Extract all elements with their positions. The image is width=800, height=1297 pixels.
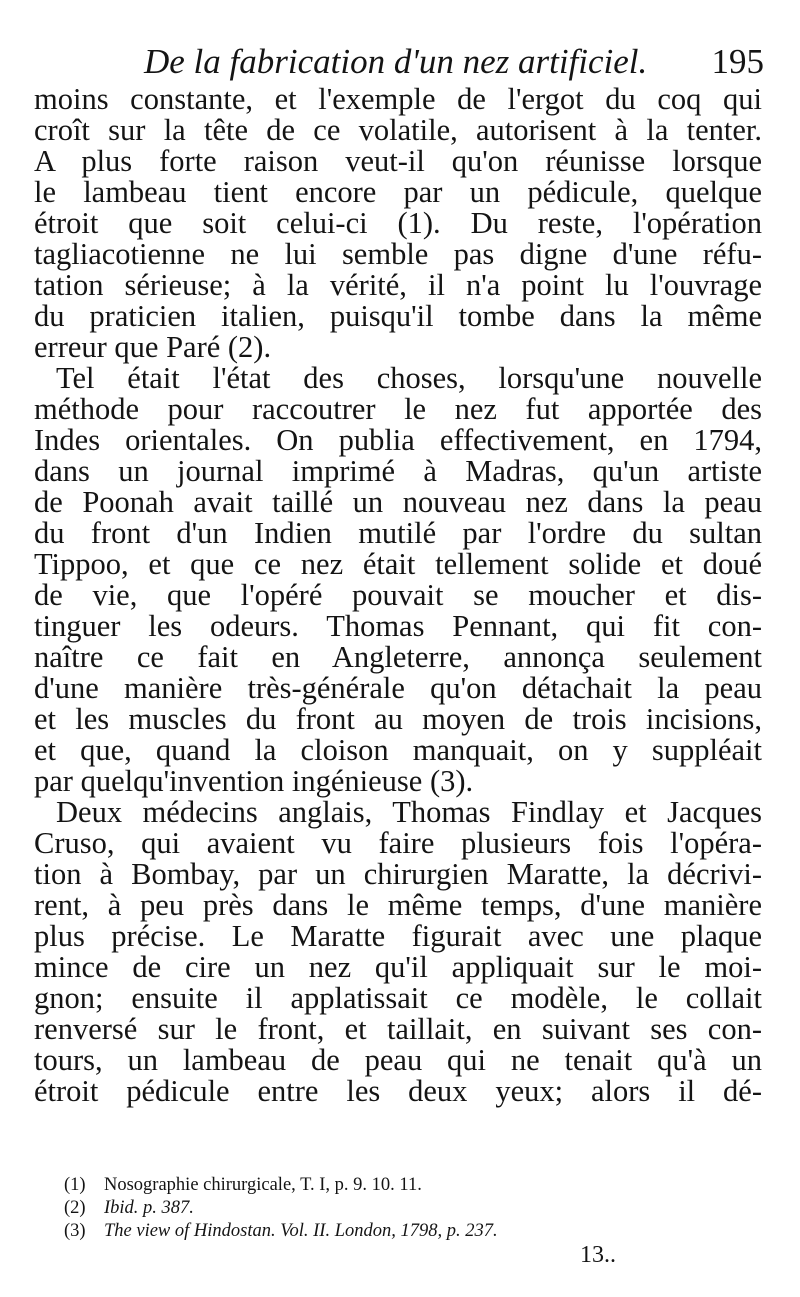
footnote-marker: (2) xyxy=(64,1198,86,1218)
text-line: de Poonah avait taillé un nouveau nez dans la peau xyxy=(34,485,762,519)
text-line: A plus forte raison veut-il qu'on réunisse lorsque xyxy=(34,144,762,178)
text-line: tagliacotienne ne lui semble pas digne d'une réfu- xyxy=(34,237,762,271)
text-line: de vie, que l'opéré pouvait se moucher et dis- xyxy=(34,578,762,612)
text-line: naître ce fait en Angleterre, annonça seulement xyxy=(34,640,762,674)
footnote-text: Nosographie chirurgicale, T. I, p. 9. 10. 11. xyxy=(104,1175,422,1195)
footnote-text: The view of Hindostan. Vol. II. London, 1798, p. 237. xyxy=(104,1221,498,1241)
body-text xyxy=(34,84,762,1107)
text-line: tinguer les odeurs. Thomas Pennant, qui fit con- xyxy=(34,609,762,643)
text-line: erreur que Paré (2). xyxy=(34,330,272,364)
footnotes xyxy=(64,1174,744,1243)
running-header xyxy=(0,36,800,88)
text-line: dans un journal imprimé à Madras, qu'un artiste xyxy=(34,454,762,488)
text-line: renversé sur le front, et taillait, en suivant ses con- xyxy=(34,1012,762,1046)
text-line: étroit que soit celui-ci (1). Du reste, l'opération xyxy=(34,206,762,240)
page-number: 195 xyxy=(711,42,764,81)
text-line: croît sur la tête de ce volatile, autorisent à la tenter. xyxy=(34,113,762,147)
text-line: méthode pour raccoutrer le nez fut apportée des xyxy=(34,392,762,426)
text-line: rent, à peu près dans le même temps, d'une manière xyxy=(34,888,762,922)
text-line: par quelqu'invention ingénieuse (3). xyxy=(34,764,474,798)
text-line: d'une manière très-générale qu'on détachait la peau xyxy=(34,671,762,705)
running-title: De la fabrication d'un nez artificiel. xyxy=(144,42,648,81)
signature-mark: 13.. xyxy=(580,1242,616,1268)
text-line: Deux médecins anglais, Thomas Findlay et Jacques xyxy=(56,795,762,829)
footnote-2 xyxy=(64,1197,744,1220)
footnote-3 xyxy=(64,1220,744,1243)
text-line: Tel était l'état des choses, lorsqu'une nouvelle xyxy=(56,361,762,395)
footnote-marker: (3) xyxy=(64,1221,86,1241)
text-line: et les muscles du front au moyen de trois incisions, xyxy=(34,702,762,736)
text-line: du front d'un Indien mutilé par l'ordre du sultan xyxy=(34,516,762,550)
text-line: et que, quand la cloison manquait, on y suppléait xyxy=(34,733,762,767)
text-line: le lambeau tient encore par un pédicule, quelque xyxy=(34,175,762,209)
text-line: tours, un lambeau de peau qui ne tenait qu'à un xyxy=(34,1043,762,1077)
text-line: Cruso, qui avaient vu faire plusieurs fois l'opéra- xyxy=(34,826,762,860)
text-line: Tippoo, et que ce nez était tellement solide et doué xyxy=(34,547,762,581)
text-line: gnon; ensuite il applatissait ce modèle, le collait xyxy=(34,981,762,1015)
text-line: tion à Bombay, par un chirurgien Maratte, la décrivi- xyxy=(34,857,762,891)
text-line: mince de cire un nez qu'il appliquait sur le moi- xyxy=(34,950,762,984)
text-line: étroit pédicule entre les deux yeux; alors il dé- xyxy=(34,1074,762,1108)
footnote-1 xyxy=(64,1174,744,1197)
text-line: plus précise. Le Maratte figurait avec une plaque xyxy=(34,919,762,953)
text-line: moins constante, et l'exemple de l'ergot du coq qui xyxy=(34,82,762,116)
footnote-marker: (1) xyxy=(64,1175,86,1195)
text-line: tation sérieuse; à la vérité, il n'a point lu l'ouvrage xyxy=(34,268,762,302)
footnote-text: Ibid. p. 387. xyxy=(104,1198,194,1218)
text-line: Indes orientales. On publia effectivement, en 1794, xyxy=(34,423,762,457)
text-line: du praticien italien, puisqu'il tombe dans la même xyxy=(34,299,762,333)
